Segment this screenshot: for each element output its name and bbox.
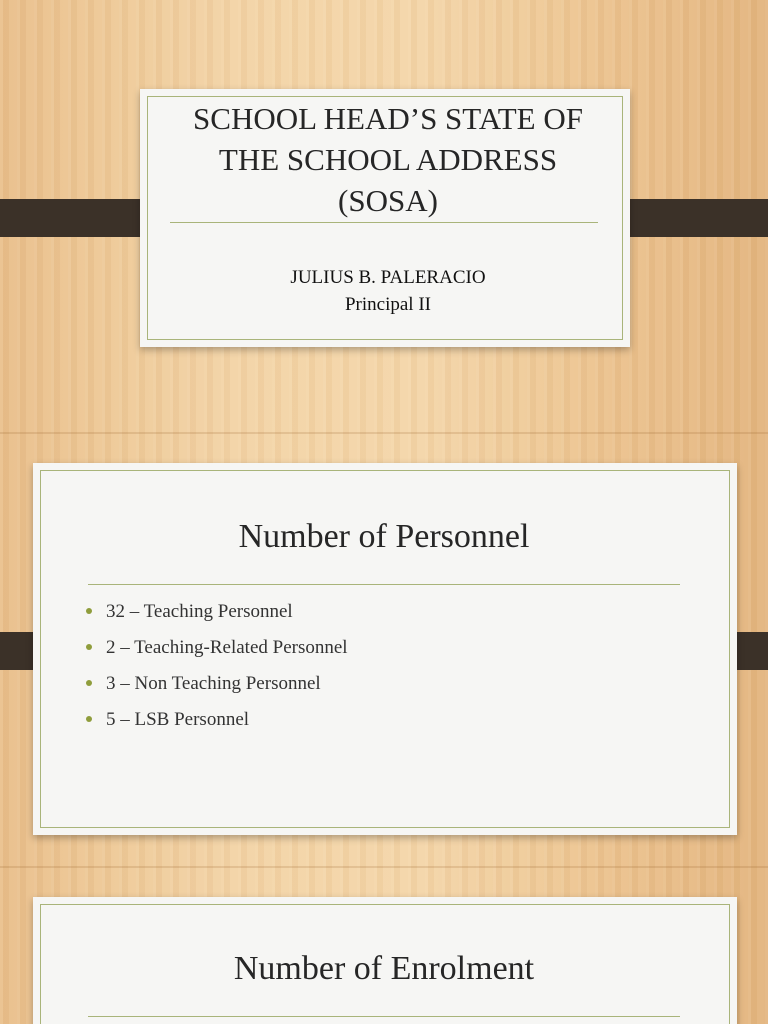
- list-item: [86, 633, 348, 669]
- title-line-1: SCHOOL HEAD’S STATE OF: [193, 101, 583, 136]
- slide-1-divider: [170, 222, 598, 223]
- presenter-name: JULIUS B. PALERACIO: [290, 267, 486, 288]
- bullet-icon: [86, 716, 92, 722]
- slide-3-title: Number of Enrolment: [233, 950, 535, 987]
- wood-band: [0, 432, 768, 434]
- title-line-2: THE SCHOOL ADDRESS: [218, 142, 558, 177]
- list-item: [86, 705, 348, 741]
- wood-band: [0, 866, 768, 868]
- slide-2-divider: [88, 584, 680, 585]
- personnel-list: [86, 597, 348, 741]
- personnel-item-text: 2 – Teaching-Related Personnel: [106, 637, 348, 658]
- personnel-item-text: 32 – Teaching Personnel: [106, 601, 293, 622]
- bullet-icon: [86, 644, 92, 650]
- bullet-icon: [86, 608, 92, 614]
- title-line-3: (SOSA): [338, 183, 438, 218]
- list-item: [86, 597, 348, 633]
- list-item: [86, 669, 348, 705]
- slide-3-divider: [88, 1016, 680, 1017]
- slide-2-title: Number of Personnel: [238, 518, 530, 555]
- bullet-icon: [86, 680, 92, 686]
- personnel-item-text: 5 – LSB Personnel: [106, 709, 250, 730]
- slide-1-title: [148, 98, 628, 221]
- slide-1-strap-right: [612, 199, 768, 237]
- personnel-item-text: 3 – Non Teaching Personnel: [106, 673, 321, 694]
- slide-1-strap-left: [0, 199, 156, 237]
- presenter-position: Principal II: [344, 294, 431, 315]
